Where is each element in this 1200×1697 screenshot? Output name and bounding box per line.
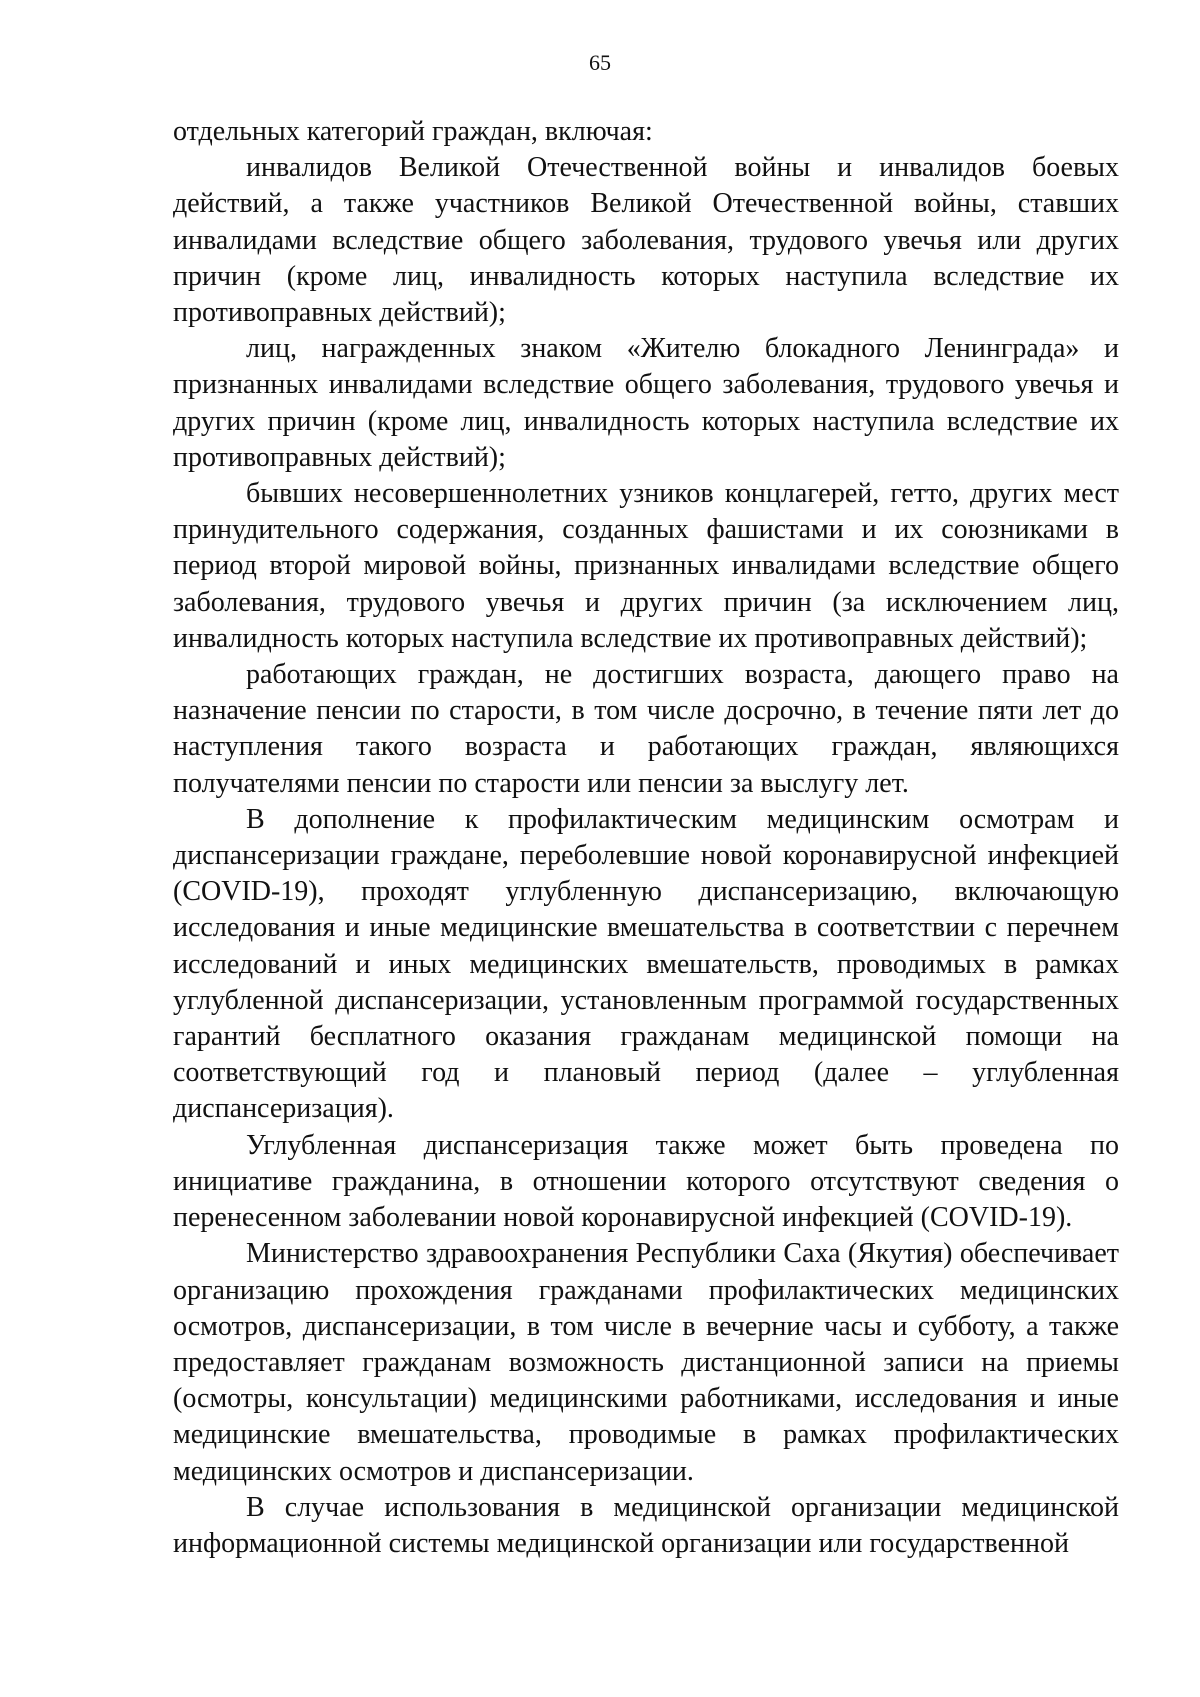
paragraph-leningrad-blockade: лиц, награжденных знаком «Жителю блокадного Ленинграда» и признанных инвалидами вследствие общего заболевания, трудового увечья и других причин (кроме лиц, инвалидность которых наступила вследствие их противоправных действий);	[173, 333, 1119, 473]
document-body	[173, 114, 1119, 1562]
paragraph-war-invalids: инвалидов Великой Отечественной войны и инвалидов боевых действий, а также участников Великой Отечественной войны, ставших инвалидами вследствие общего заболевания, трудового увечья или других причин (кроме лиц, инвалидность которых наступила вследствие их противоправных действий);	[173, 152, 1119, 329]
paragraph-ministry: Министерство здравоохранения Республики Саха (Якутия) обеспечивает организацию прохождения гражданами профилактических медицинских осмотров, диспансеризации, в том числе в вечерние часы и субботу, а также предоставляет гражданам возможность дистанционной записи на приемы (осмотры, консультации) медицинскими работниками, исследования и иные медицинские вмешательства, проводимые в рамках профилактических медицинских осмотров и диспансеризации.	[173, 1238, 1119, 1487]
paragraph-covid-dispensarization: В дополнение к профилактическим медицинским осмотрам и диспансеризации граждане, переболевшие новой коронавирусной инфекцией (COVID-19), проходят углубленную диспансеризацию, включающую исследования и иные медицинские вмешательства в соответствии с перечнем исследований и иных медицинских вмешательств, проводимых в рамках углубленной диспансеризации, установленным программой государственных гарантий бесплатного оказания гражданам медицинской помощи на соответствующий год и плановый период (далее – углубленная диспансеризация).	[173, 803, 1119, 1125]
paragraph-former-prisoners: бывших несовершеннолетних узников концлагерей, гетто, других мест принудительного содержания, созданных фашистами и их союзниками в период второй мировой войны, признанных инвалидами вследствие общего заболевания, трудового увечья и других причин (за исключением лиц, инвалидность которых наступила вследствие их противоправных действий);	[173, 478, 1119, 654]
paragraph-working-citizens: работающих граждан, не достигших возраста, дающего право на назначение пенсии по старости, в том числе досрочно, в течение пяти лет до наступления такого возраста и работающих граждан, являющихся получателями пенсии по старости или пенсии за выслугу лет.	[173, 659, 1119, 799]
paragraph-information-system: В случае использования в медицинской организации медицинской информационной системы медицинской организации или государственной	[173, 1491, 1119, 1559]
paragraph-continuation: отдельных категорий граждан, включая:	[173, 116, 653, 147]
page-number: 65	[589, 50, 611, 75]
paragraph-citizen-initiative: Углубленная диспансеризация также может быть проведена по инициативе гражданина, в отношении которого отсутствуют сведения о перенесенном заболевании новой коронавирусной инфекцией (COVID-19).	[173, 1129, 1119, 1234]
